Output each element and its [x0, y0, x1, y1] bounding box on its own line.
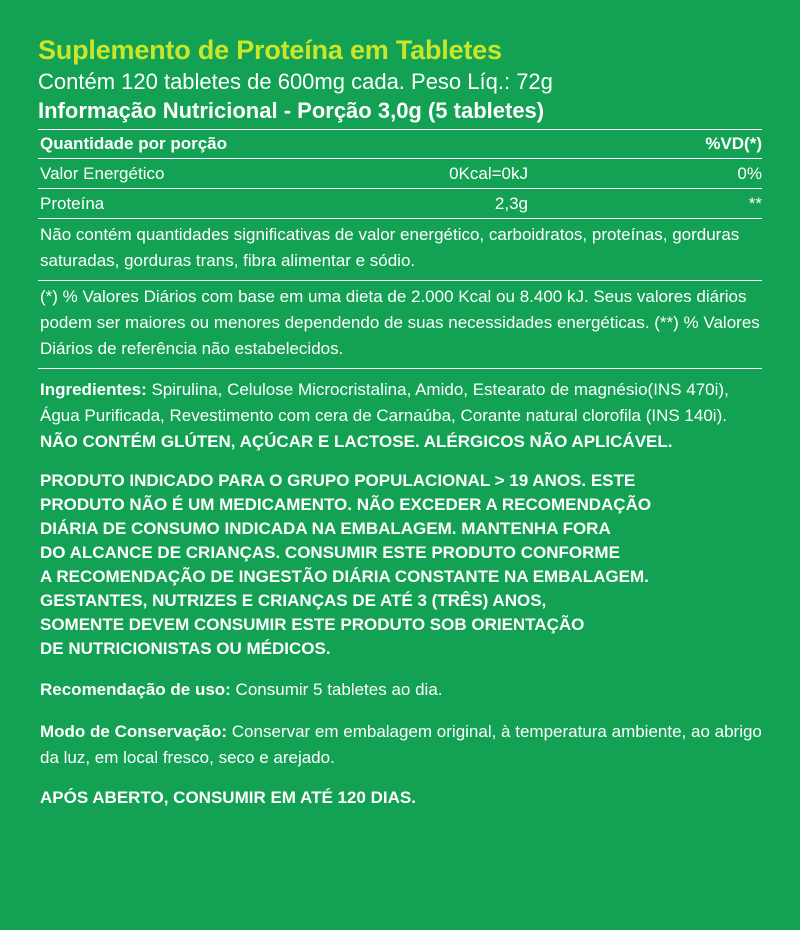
nutrition-info-title: Informação Nutricional - Porção 3,0g (5 tabletes)	[38, 98, 545, 123]
warning-line: SOMENTE DEVEM CONSUMIR ESTE PRODUTO SOB ORIENTAÇÃO	[40, 615, 585, 634]
allergen-warning: NÃO CONTÉM GLÚTEN, AÇÚCAR E LACTOSE. ALÉRGICOS NÃO APLICÁVEL.	[40, 432, 673, 451]
product-subtitle: Contém 120 tabletes de 600mg cada. Peso Líq.: 72g	[38, 69, 553, 94]
table-header	[38, 130, 762, 159]
table-row	[38, 159, 762, 189]
warnings	[38, 469, 762, 661]
row-name: Proteína	[40, 194, 105, 213]
warning-line: DIÁRIA DE CONSUMO INDICADA NA EMBALAGEM. MANTENHA FORA	[40, 519, 611, 538]
storage-text: Conservar em embalagem original, à temperatura ambiente, ao abrigo da luz, em local fresco, seco e arejado.	[40, 722, 762, 767]
ingredients-label: Ingredientes:	[40, 380, 147, 399]
header-quantity-label: Quantidade por porção	[40, 134, 228, 153]
warning-line: GESTANTES, NUTRIZES E CRIANÇAS DE ATÉ 3 (TRÊS) ANOS,	[40, 591, 547, 610]
warning-line: PRODUTO NÃO É UM MEDICAMENTO. NÃO EXCEDER A RECOMENDAÇÃO	[40, 495, 652, 514]
product-title: Suplemento de Proteína em Tabletes	[38, 35, 502, 65]
warning-line: PRODUTO INDICADO PARA O GRUPO POPULACIONAL > 19 ANOS. ESTE	[40, 471, 636, 490]
storage-label: Modo de Conservação:	[40, 722, 228, 741]
storage-instructions	[38, 719, 762, 771]
row-amount: 0Kcal=0kJ	[449, 164, 528, 183]
nutrition-table	[38, 129, 762, 369]
row-vd: **	[748, 194, 762, 213]
ingredients	[38, 377, 762, 455]
daily-values-note: (*) % Valores Diários com base em uma dieta de 2.000 Kcal ou 8.400 kJ. Seus valores diários podem ser maiores ou menores dependendo de suas necessidades energéticas. (**) % Valores Diários de referência não estabelecidos.	[38, 281, 762, 369]
warning-line: DE NUTRICIONISTAS OU MÉDICOS.	[40, 639, 331, 658]
row-amount: 2,3g	[494, 194, 528, 213]
usage-recommendation	[38, 677, 762, 703]
table-footnote: Não contém quantidades significativas de valor energético, carboidratos, proteínas, gorduras saturadas, gorduras trans, fibra alimentar e sódio.	[38, 219, 762, 281]
header-vd-label: %VD(*)	[705, 134, 762, 153]
row-vd: 0%	[737, 164, 762, 183]
usage-label: Recomendação de uso:	[40, 680, 231, 699]
warning-line: A RECOMENDAÇÃO DE INGESTÃO DIÁRIA CONSTANTE NA EMBALAGEM.	[40, 567, 649, 586]
warning-line: DO ALCANCE DE CRIANÇAS. CONSUMIR ESTE PRODUTO CONFORME	[40, 543, 620, 562]
table-row	[38, 189, 762, 219]
after-opening-note: APÓS ABERTO, CONSUMIR EM ATÉ 120 DIAS.	[40, 788, 416, 807]
row-name: Valor Energético	[40, 164, 165, 183]
usage-text: Consumir 5 tabletes ao dia.	[230, 680, 443, 699]
ingredients-text: Spirulina, Celulose Microcristalina, Amido, Estearato de magnésio(INS 470i), Água Purificada, Revestimento com cera de Carnaúba, Corante natural clorofila (INS 140i).	[40, 380, 729, 425]
